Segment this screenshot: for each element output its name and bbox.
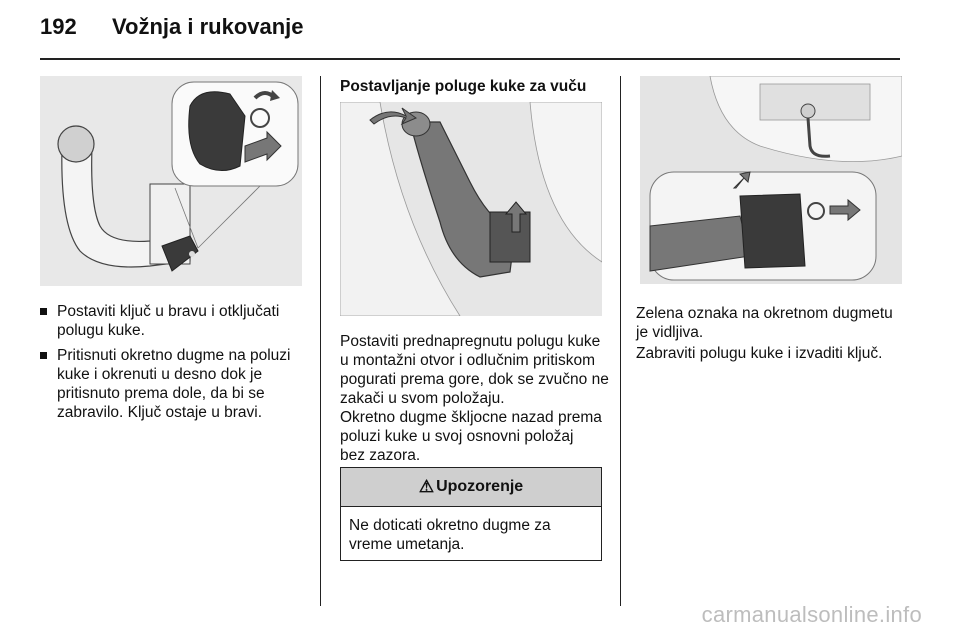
paragraph: Zabraviti polugu kuke i izvaditi ključ.	[636, 345, 883, 362]
tow-hook-key-unlock-icon	[40, 76, 302, 286]
page-title: Vožnja i rukovanje	[112, 14, 304, 39]
list-item-text: Pritisnuti okretno dugme na poluzi kuke i okrenuti u desno dok je pritisnuto prema dole, da bi se zabravilo. Ključ ostaje u bravi.	[57, 347, 291, 421]
bullet-square-icon	[40, 308, 47, 315]
header-divider	[40, 58, 900, 60]
list-item	[40, 302, 310, 340]
bullet-square-icon	[40, 352, 47, 359]
section-heading: Postavljanje poluge kuke za vuču	[340, 78, 587, 95]
tow-hook-insertion-icon	[340, 102, 602, 316]
warning-text: Ne doticati okretno dugme za vreme umetanja.	[349, 517, 551, 553]
figure-tow-hook-lock	[640, 76, 902, 284]
instruction-list	[40, 302, 310, 428]
figure-tow-hook-unlock	[40, 76, 302, 286]
tow-hook-lock-key-removal-icon	[640, 76, 902, 284]
warning-triangle-icon: ⚠	[418, 477, 435, 496]
list-item-text: Postaviti ključ u bravu i otključati polugu kuke.	[57, 303, 280, 339]
paragraph: Okretno dugme škljocne nazad prema poluzi kuke u svoj osnovni položaj bez zazora.	[340, 409, 602, 464]
warning-header	[341, 468, 601, 507]
warning-box	[340, 467, 602, 561]
warning-title: Upozorenje	[436, 478, 524, 495]
paragraph: Postaviti prednapregnutu polugu kuke u montažni otvor i odlučnim pritiskom pogurati prema gore, dok se zvučno ne zakači u svom položaju.	[340, 333, 609, 407]
list-item	[40, 346, 310, 422]
page-number: 192	[40, 14, 77, 39]
column-divider-1	[320, 76, 321, 606]
watermark: carmanualsonline.info	[701, 602, 922, 627]
column-divider-2	[620, 76, 621, 606]
figure-tow-hook-insertion	[340, 102, 602, 316]
paragraph: Zelena oznaka na okretnom dugmetu je vidljiva.	[636, 305, 893, 341]
